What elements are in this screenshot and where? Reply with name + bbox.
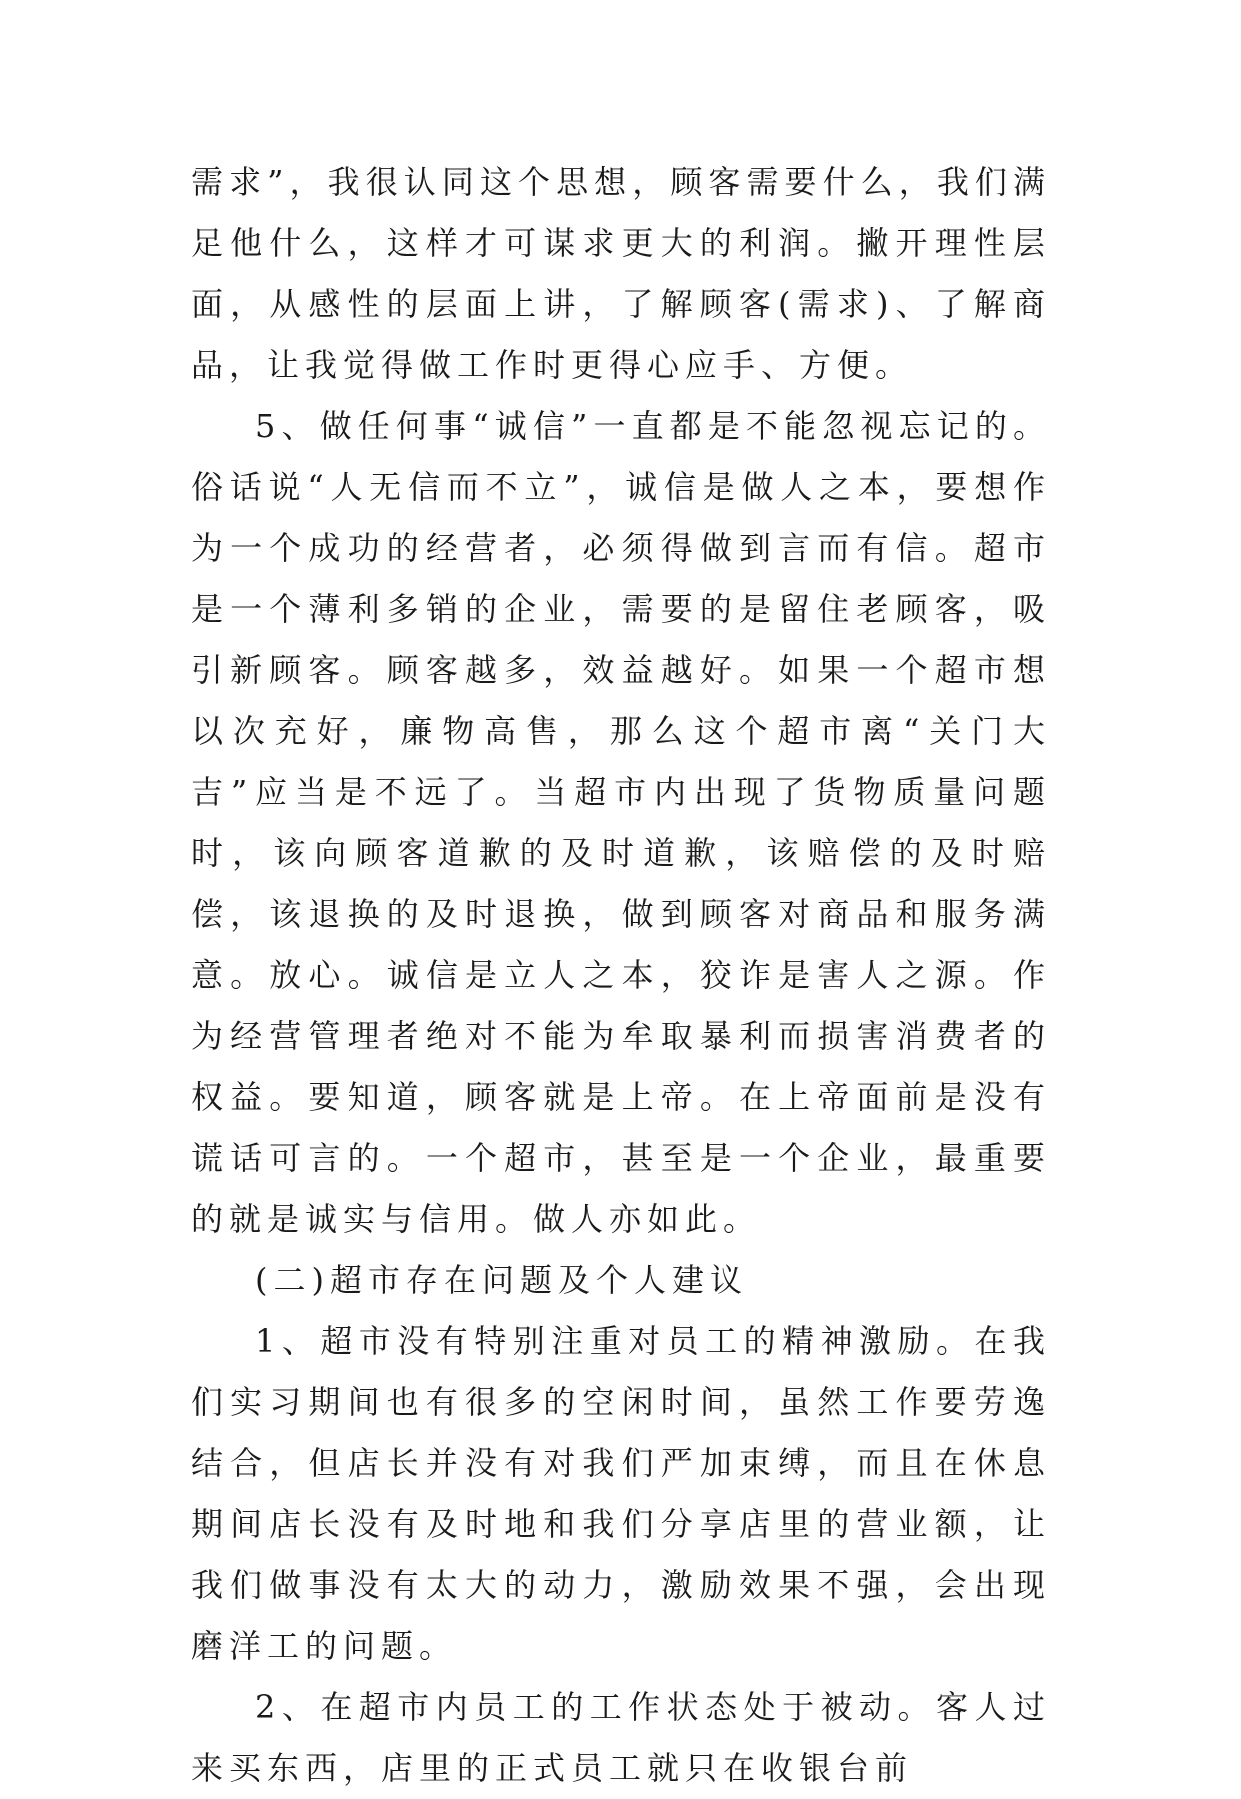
paragraph-continuation: 需求”，我很认同这个思想，顾客需要什么，我们满足他什么，这样才可谋求更大的利润。撇开理性层面，从感性的层面上讲，了解顾客(需求)、了解商品，让我觉得做工作时更得心应手、方便。 <box>191 163 1051 384</box>
paragraph-point-1: 1、超市没有特别注重对员工的精神激励。在我们实习期间也有很多的空闲时间，虽然工作要劳逸结合，但店长并没有对我们严加束缚，而且在休息期间店长没有及时地和我们分享店里的营业额，让我们做事没有太大的动力，激励效果不强，会出现磨洋工的问题。 <box>191 1322 1051 1665</box>
paragraph-point-5: 5、做任何事“诚信”一直都是不能忽视忘记的。俗话说“人无信而不立”，诚信是做人之本，要想作为一个成功的经营者，必须得做到言而有信。超市是一个薄利多销的企业，需要的是留住老顾客，吸引新顾客。顾客越多，效益越好。如果一个超市想以次充好，廉物高售，那么这个超市离“关门大吉”应当是不远了。当超市内出现了货物质量问题时，该向顾客道歉的及时道歉，该赔偿的及时赔偿，该退换的及时退换，做到顾客对商品和服务满意。放心。诚信是立人之本，狡诈是害人之源。作为经营管理者绝对不能为牟取暴利而损害消费者的权益。要知道，顾客就是上帝。在上帝面前是没有谎话可言的。一个超市，甚至是一个企业，最重要的就是诚实与信用。做人亦如此。 <box>191 407 1051 1238</box>
section-heading: (二)超市存在问题及个人建议 <box>255 1261 748 1299</box>
document-page <box>191 152 1051 1799</box>
paragraph-point-2: 2、在超市内员工的工作状态处于被动。客人过来买东西，店里的正式员工就只在收银台前 <box>191 1688 1051 1787</box>
